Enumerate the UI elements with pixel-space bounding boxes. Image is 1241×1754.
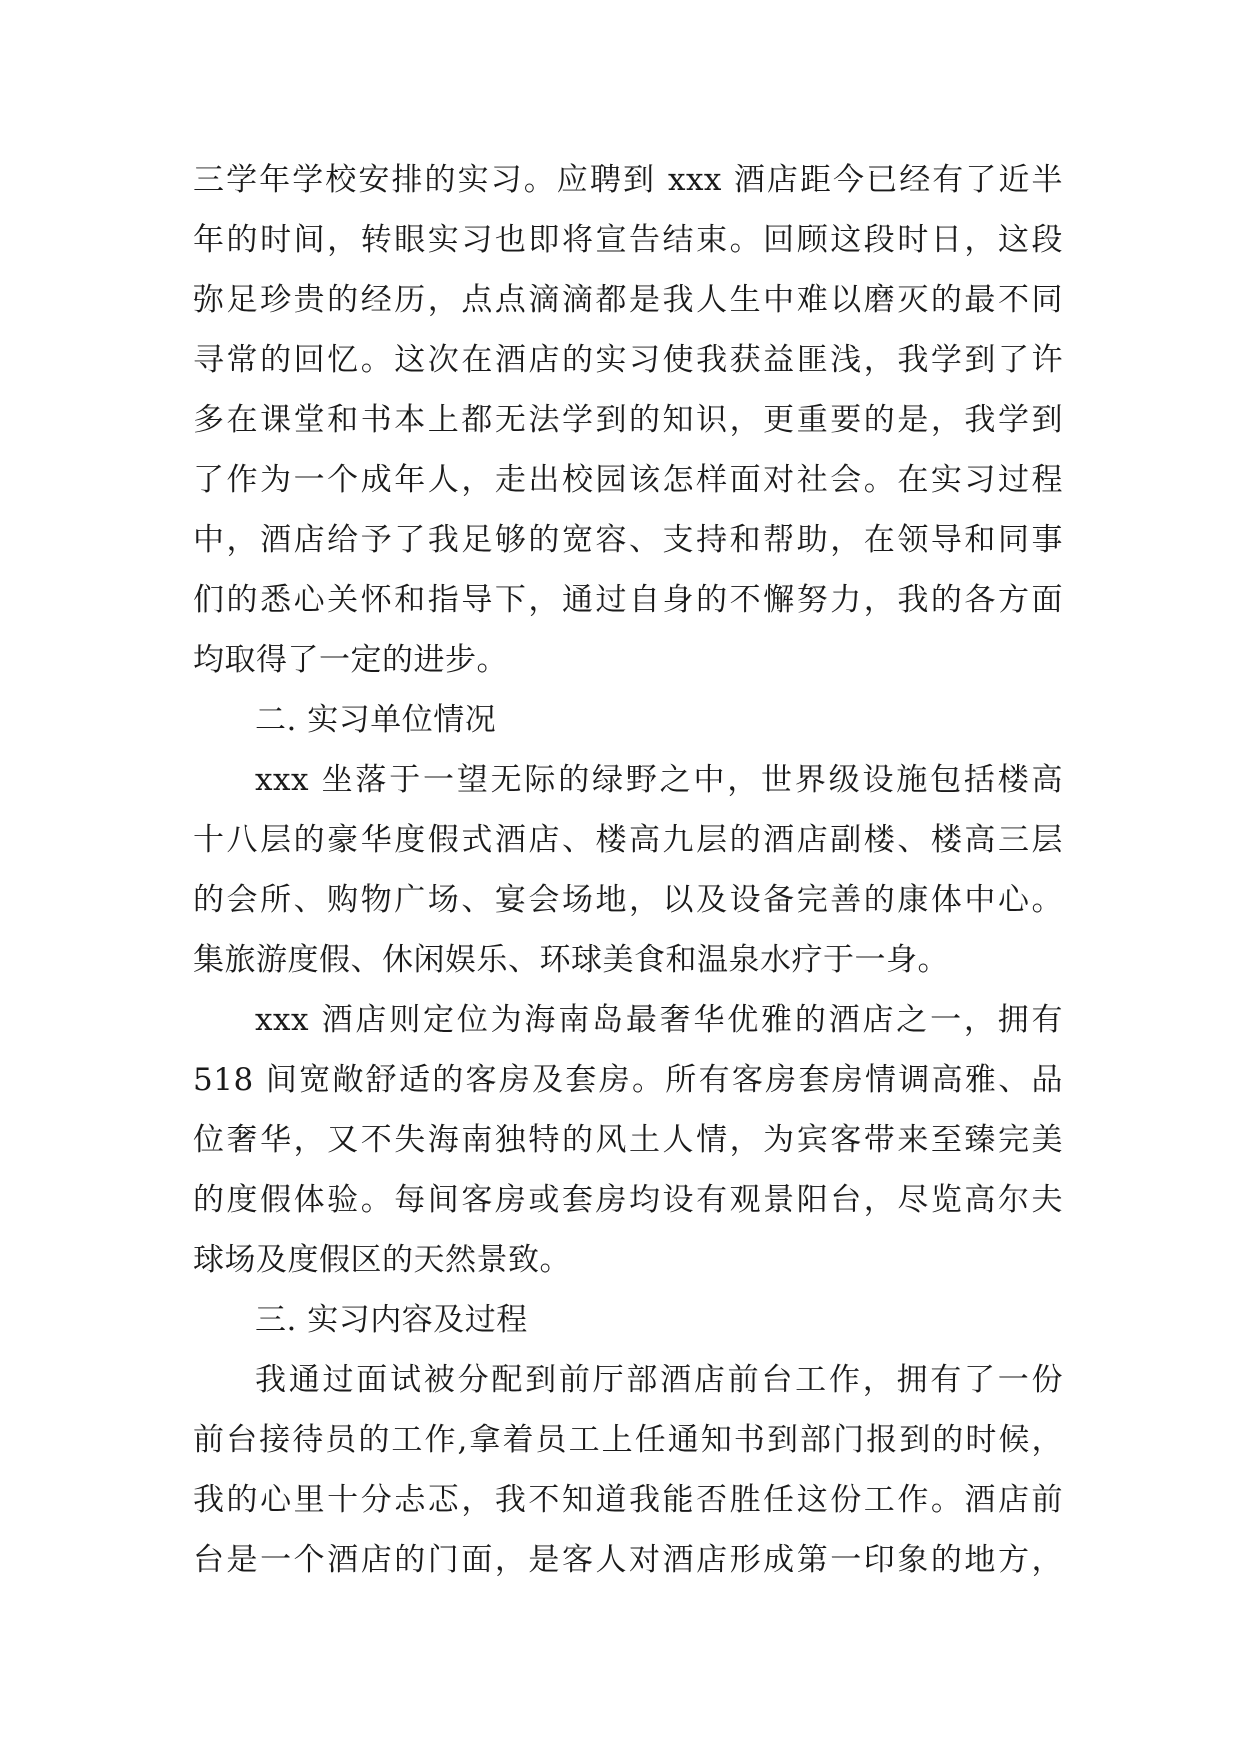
- text-line: 台是一个酒店的门面，是客人对酒店形成第一印象的地方，: [193, 1542, 1063, 1578]
- text-line: 弥足珍贵的经历，点点滴滴都是我人生中难以磨灭的最不同: [193, 282, 1063, 318]
- text-line: 的会所、购物广场、宴会场地，以及设备完善的康体中心。: [193, 882, 1063, 918]
- text-line: 均取得了一定的进步。: [193, 642, 508, 678]
- text-line: 们的悉心关怀和指导下，通过自身的不懈努力，我的各方面: [193, 582, 1063, 618]
- text-line: 中，酒店给予了我足够的宽容、支持和帮助，在领导和同事: [193, 522, 1063, 558]
- text-line: 位奢华，又不失海南独特的风土人情，为宾客带来至臻完美: [193, 1122, 1063, 1158]
- text-line: 寻常的回忆。这次在酒店的实习使我获益匪浅，我学到了许: [193, 342, 1063, 378]
- text-line: 年的时间，转眼实习也即将宣告结束。回顾这段时日，这段: [193, 222, 1063, 258]
- text-line: xxx 酒店则定位为海南岛最奢华优雅的酒店之一，拥有: [255, 1002, 1063, 1038]
- text-line: 集旅游度假、休闲娱乐、环球美食和温泉水疗于一身。: [193, 942, 949, 978]
- text-line: 的度假体验。每间客房或套房均设有观景阳台，尽览高尔夫: [193, 1182, 1063, 1218]
- text-line: 518 间宽敞舒适的客房及套房。所有客房套房情调高雅、品: [193, 1062, 1063, 1098]
- text-line: 我通过面试被分配到前厅部酒店前台工作，拥有了一份: [255, 1362, 1063, 1398]
- text-line: 三学年学校安排的实习。应聘到 xxx 酒店距今已经有了近半: [193, 162, 1063, 198]
- text-line: 十八层的豪华度假式酒店、楼高九层的酒店副楼、楼高三层: [193, 822, 1063, 858]
- text-line: 二. 实习单位情况: [255, 702, 497, 738]
- text-line: 我的心里十分忐忑，我不知道我能否胜任这份工作。酒店前: [193, 1482, 1063, 1518]
- text-line: 三. 实习内容及过程: [255, 1302, 528, 1338]
- text-line: 多在课堂和书本上都无法学到的知识，更重要的是，我学到: [193, 402, 1063, 438]
- text-line: xxx 坐落于一望无际的绿野之中，世界级设施包括楼高: [255, 762, 1063, 798]
- text-line: 了作为一个成年人，走出校园该怎样面对社会。在实习过程: [193, 462, 1063, 498]
- text-line: 前台接待员的工作,拿着员工上任通知书到部门报到的时候，: [193, 1422, 1063, 1458]
- document-body: [193, 150, 1063, 1590]
- text-line: 球场及度假区的天然景致。: [193, 1242, 571, 1278]
